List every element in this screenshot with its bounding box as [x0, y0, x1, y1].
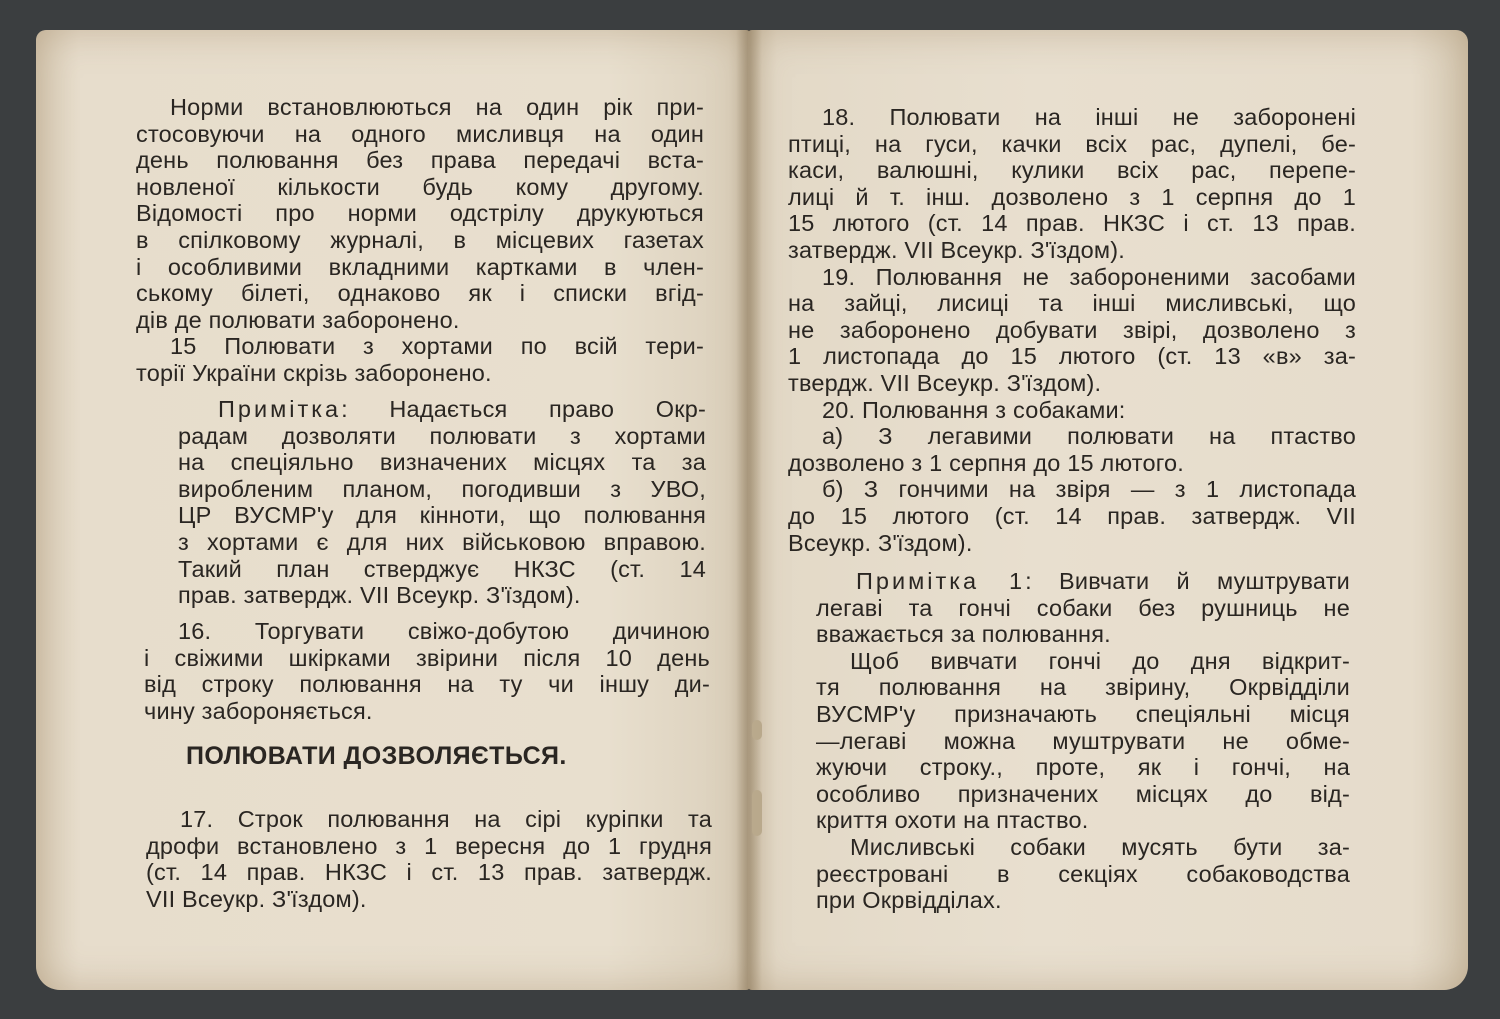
note-paragraph: Примітка: Надається право Окр- радам дозволяти полювати з хортами на спеціяльно визначених місцях та за виробленим планом, погодивши з УВО, ЦР ВУСМР'у для кінноти, що полювання з хортами є для них військовою вправою. Такий план стверджує НКЗС (ст. 14 прав. затвердж. VII Всеукр. З'їздом).	[178, 396, 706, 609]
binding-stitch	[752, 720, 762, 740]
section-heading: ПОЛЮВАТИ ДОЗВОЛЯЄТЬСЯ.	[186, 742, 567, 770]
left-page-text	[136, 94, 704, 387]
paragraph-20: 20. Полювання з собаками:	[822, 396, 1126, 423]
paragraph-20b: б) З гончими на звіря — з 1 листопада до 15 лютого (ст. 14 прав. затвердж. VII Всеукр. З'їздом).	[788, 476, 1356, 556]
paragraph-norms: Норми встановлюються на один рік при- стосовуючи на одного мисливця на один день полювання без права передачі вста- новленої кількости будь кому другому. Відомості про норми одстрілу друкуються в спілковому журналі, в місцевих газетах і особливими вкладними картками в член- ському білеті, однаково як і списки вгід- дів де полювати заборонено.	[136, 94, 704, 333]
book-gutter	[736, 30, 762, 990]
left-page-note	[178, 396, 706, 609]
note-label: Примітка	[218, 396, 342, 422]
paragraph-19: 19. Полювання не забороненими засобами на зайці, лисиці та інші мисливські, що не заборонено добувати звірі, дозволено з 1 листопада до 15 лютого (ст. 13 «в» за- твердж. VII Всеукр. З'їздом).	[788, 263, 1356, 396]
paragraph-16: 16. Торгувати свіжо-добутою дичиною і свіжими шкірками звірини після 10 день від строку полювання на ту чи іншу ди- чину забороняється.	[144, 618, 710, 724]
training-paragraph: Щоб вивчати гончі до дня відкрит- тя полювання на звірину, Окрвідділи ВУСМР'у призначають спеціяльні місця —легаві можна муштрувати не обме- жуючи строку., проте, як і гончі, на особливо призначених місцях до від- криття охоти на птаство.	[816, 647, 1350, 834]
paragraph-20a: а) З легавими полювати на птаство дозволено з 1 серпня до 15 лютого.	[788, 423, 1356, 476]
left-page-16	[144, 618, 710, 724]
right-page-notes	[816, 568, 1350, 914]
paragraph-15: 15 Полювати з хортами по всій тери- торії України скрізь заборонено.	[136, 333, 704, 386]
registration-paragraph: Мисливські собаки мусять бути за- реєстровані в секціях собаководства при Окрвідділах.	[816, 833, 1350, 914]
left-page-17	[146, 806, 712, 912]
note1-paragraph: Примітка 1: Вивчати й муштрувати легаві та гончі собаки без рушниць не вважається за полювання.	[816, 568, 1350, 648]
paragraph-18: 18. Полювати на інші не заборонені птиці, на гуси, качки всіх рас, дупелі, бе- каси, валюшні, кулики всіх рас, перепе- лиці й т. інш. дозволено з 1 серпня до 1 15 лютого (ст. 14 прав. НКЗС і ст. 13 прав. затвердж. VII Всеукр. З'їздом).	[788, 104, 1356, 263]
paragraph-17: 17. Строк полювання на сірі курiпки та дрофи встановлено з 1 вересня до 1 грудня (ст. 14 прав. НКЗС і ст. 13 прав. затвердж. VII Всеукр. З'їздом).	[146, 806, 712, 912]
binding-stitch	[752, 790, 762, 836]
note1-label: Примітка 1	[856, 568, 1026, 594]
right-page-text	[788, 104, 1356, 556]
